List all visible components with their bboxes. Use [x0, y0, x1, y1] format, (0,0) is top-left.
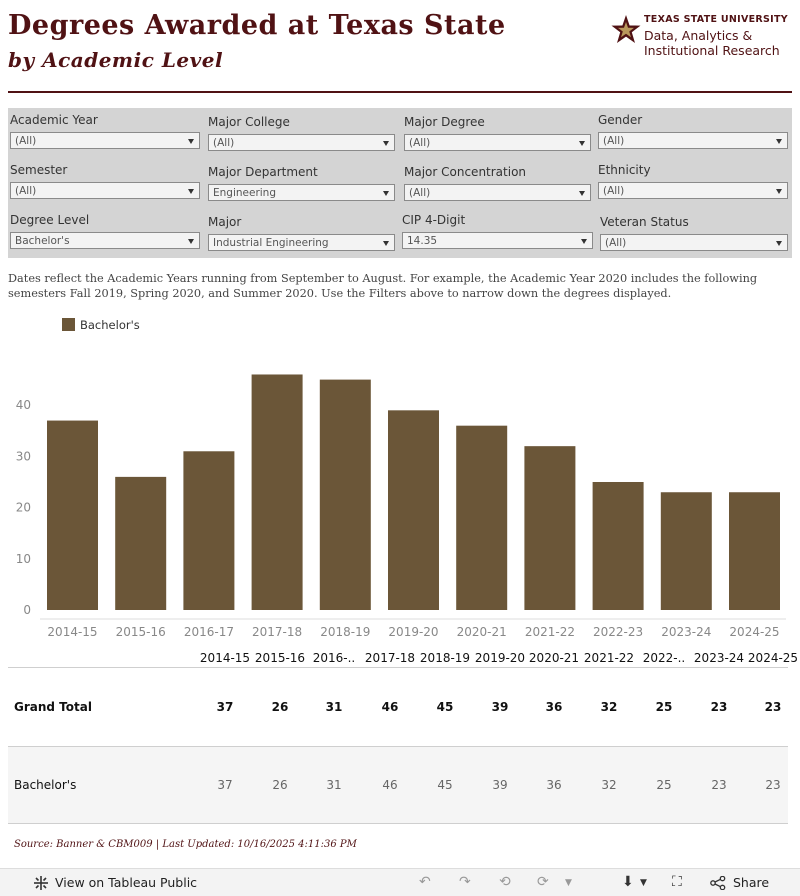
download-icon[interactable]: ⬇ — [622, 874, 634, 890]
dropdown-value: Engineering — [213, 187, 276, 199]
dropdown-value: (All) — [605, 237, 627, 249]
filter-semester — [10, 163, 67, 177]
table-row-divider — [8, 746, 788, 747]
dropdown-value: (All) — [213, 137, 235, 149]
y-tick-label: 0 — [23, 603, 31, 617]
bar-2022-23[interactable] — [593, 482, 644, 610]
logo-dept-line1: Data, Analytics & — [644, 28, 753, 43]
filter-label: Semester — [10, 163, 68, 177]
filter-cip-4-digit — [402, 213, 465, 227]
column-header: 2020-21 — [528, 651, 580, 665]
revert-icon[interactable]: ⟲ — [499, 874, 511, 890]
header-divider — [8, 91, 792, 93]
row-label-bachelors: Bachelor's — [14, 778, 77, 792]
column-header: 2023-24 — [693, 651, 745, 665]
column-header: 2021-22 — [583, 651, 635, 665]
semester-dropdown[interactable] — [10, 182, 200, 199]
table-cell: 39 — [491, 700, 509, 714]
legend-swatch — [62, 318, 75, 331]
major-department-dropdown[interactable] — [208, 184, 395, 201]
chevron-down-icon — [776, 241, 782, 246]
filter-label: Major — [208, 215, 242, 229]
x-tick-label: 2024-25 — [729, 625, 780, 639]
veteran-status-dropdown[interactable] — [600, 234, 788, 251]
filter-major — [208, 215, 241, 229]
filter-label: Degree Level — [10, 213, 90, 227]
filter-degree-level — [10, 213, 89, 227]
dropdown-value: Industrial Engineering — [213, 237, 329, 249]
column-header: 2016-.. — [312, 651, 356, 665]
chevron-down-icon: ▼ — [640, 878, 647, 888]
tableau-logo-icon — [33, 875, 49, 891]
chevron-down-icon — [581, 239, 587, 244]
dropdown-value: (All) — [409, 137, 431, 149]
bar-2018-19[interactable] — [320, 380, 371, 610]
chevron-down-icon — [383, 241, 389, 246]
x-tick-label: 2014-15 — [47, 625, 98, 639]
filter-major-concentration — [404, 165, 526, 179]
logo-university-name: TEXAS STATE UNIVERSITY — [644, 14, 788, 25]
bar-2021-22[interactable] — [524, 446, 575, 610]
filter-ethnicity — [598, 163, 651, 177]
column-header: 2017-18 — [364, 651, 416, 665]
table-cell: 36 — [545, 700, 563, 714]
table-cell: 37 — [216, 700, 234, 714]
academic-year-dropdown[interactable] — [10, 132, 200, 149]
major-college-dropdown[interactable] — [208, 134, 395, 151]
bar-2024-25[interactable] — [729, 492, 780, 610]
share-button[interactable]: Share — [733, 875, 770, 890]
cip-4-digit-dropdown[interactable] — [402, 232, 593, 249]
bar-2017-18[interactable] — [252, 374, 303, 610]
bar-2019-20[interactable] — [388, 410, 439, 610]
table-bottom-rule — [8, 823, 788, 824]
filter-label: Major Concentration — [404, 165, 527, 179]
table-cell: 46 — [382, 778, 398, 792]
table-cell: 31 — [325, 700, 343, 714]
x-tick-label: 2022-23 — [593, 625, 644, 639]
filter-major-degree — [404, 115, 485, 129]
dropdown-value: (All) — [409, 187, 431, 199]
fullscreen-icon[interactable]: ⛶ — [672, 874, 682, 890]
table-cell: 32 — [601, 778, 617, 792]
bar-2014-15[interactable] — [47, 421, 98, 610]
column-header: 2015-16 — [254, 651, 306, 665]
table-cell: 25 — [656, 778, 672, 792]
column-header: 2022-.. — [642, 651, 686, 665]
table-cell: 36 — [546, 778, 562, 792]
bar-2015-16[interactable] — [115, 477, 166, 610]
ethnicity-dropdown[interactable] — [598, 182, 788, 199]
gender-dropdown[interactable] — [598, 132, 788, 149]
table-cell: 26 — [272, 778, 288, 792]
filter-label: Academic Year — [10, 113, 98, 127]
filter-label: Veteran Status — [600, 215, 689, 229]
university-logo[interactable] — [610, 14, 790, 64]
y-tick-label: 40 — [15, 398, 31, 413]
filter-label: Gender — [598, 113, 643, 127]
bar-2023-24[interactable] — [661, 492, 712, 610]
chevron-down-icon — [776, 139, 782, 144]
dropdown-value: (All) — [15, 135, 37, 147]
table-cell: 23 — [764, 700, 782, 714]
major-dropdown[interactable] — [208, 234, 395, 251]
star-logo-icon — [610, 14, 642, 46]
dropdown-value: (All) — [603, 135, 625, 147]
filter-gender — [598, 113, 642, 127]
table-cell: 31 — [326, 778, 342, 792]
chevron-down-icon — [579, 191, 585, 196]
filter-academic-year — [10, 113, 98, 127]
x-tick-label: 2016-17 — [183, 625, 234, 639]
chevron-down-icon — [188, 239, 194, 244]
major-concentration-dropdown[interactable] — [404, 184, 591, 201]
table-top-rule — [8, 667, 788, 668]
tableau-footer — [0, 868, 800, 896]
page-subtitle: by Academic Level — [8, 48, 224, 72]
chevron-down-icon — [383, 191, 389, 196]
y-tick-label: 10 — [15, 551, 31, 566]
chevron-down-icon — [188, 139, 194, 144]
date-note: Dates reflect the Academic Years running from September to August. For example, the Academic Year 2020 includes the following semesters Fall 2019, Spring 2020, and Summer 2020. Use the Filters above to narrow down the degrees displayed. — [8, 272, 758, 300]
source-note: Source: Banner & CBM009 | Last Updated: 10/16/2025 4:11:36 PM — [14, 839, 357, 850]
view-on-tableau-link[interactable]: View on Tableau Public — [55, 875, 198, 890]
x-tick-label: 2019-20 — [388, 625, 439, 639]
chevron-down-icon — [188, 189, 194, 194]
y-tick-label: 30 — [15, 449, 31, 464]
x-tick-label: 2021-22 — [524, 625, 575, 639]
dropdown-value: Bachelor's — [15, 235, 70, 247]
major-degree-dropdown[interactable] — [404, 134, 591, 151]
table-cell: 25 — [655, 700, 673, 714]
column-header: 2014-15 — [199, 651, 251, 665]
table-cell: 23 — [711, 778, 727, 792]
legend-label: Bachelor's — [80, 318, 140, 332]
x-tick-label: 2017-18 — [252, 625, 303, 639]
bar-chart — [0, 360, 800, 650]
dropdown-value: (All) — [15, 185, 37, 197]
row-label-grand-total: Grand Total — [14, 700, 92, 714]
bar-2020-21[interactable] — [456, 426, 507, 610]
filter-label: Major College — [208, 115, 290, 129]
chevron-down-icon[interactable]: ▼ — [565, 878, 572, 888]
x-tick-label: 2018-19 — [320, 625, 371, 639]
column-header: 2019-20 — [474, 651, 526, 665]
column-header: 2024-25 — [747, 651, 799, 665]
filter-major-college — [208, 115, 290, 129]
table-cell: 45 — [436, 700, 454, 714]
table-cell: 26 — [271, 700, 289, 714]
x-tick-label: 2020-21 — [456, 625, 507, 639]
filter-veteran-status — [600, 215, 689, 229]
redo-icon[interactable]: ↷ — [459, 874, 471, 890]
filter-panel — [8, 108, 792, 258]
table-cell: 46 — [381, 700, 399, 714]
dropdown-value: 14.35 — [407, 235, 438, 247]
logo-dept-line2: Institutional Research — [644, 43, 780, 58]
share-icon[interactable] — [710, 876, 726, 890]
table-cell: 37 — [217, 778, 233, 792]
chart-legend[interactable] — [62, 318, 140, 332]
filter-label: CIP 4-Digit — [402, 213, 466, 227]
x-tick-label: 2015-16 — [115, 625, 166, 639]
table-cell: 39 — [492, 778, 508, 792]
refresh-icon[interactable]: ⟳ — [537, 874, 549, 890]
filter-major-department — [208, 165, 318, 179]
table-cell: 23 — [710, 700, 728, 714]
y-tick-label: 20 — [15, 500, 31, 515]
chevron-down-icon — [579, 141, 585, 146]
chevron-down-icon — [383, 141, 389, 146]
chevron-down-icon — [776, 189, 782, 194]
x-tick-label: 2023-24 — [661, 625, 712, 639]
column-header: 2018-19 — [419, 651, 471, 665]
dropdown-value: (All) — [603, 185, 625, 197]
bar-2016-17[interactable] — [183, 451, 234, 610]
filter-label: Major Department — [208, 165, 318, 179]
table-cell: 45 — [437, 778, 453, 792]
page-title: Degrees Awarded at Texas State — [8, 10, 506, 41]
table-cell: 23 — [765, 778, 781, 792]
filter-label: Major Degree — [404, 115, 485, 129]
filter-label: Ethnicity — [598, 163, 651, 177]
degree-level-dropdown[interactable] — [10, 232, 200, 249]
table-cell: 32 — [600, 700, 618, 714]
undo-icon[interactable]: ↶ — [419, 874, 431, 890]
